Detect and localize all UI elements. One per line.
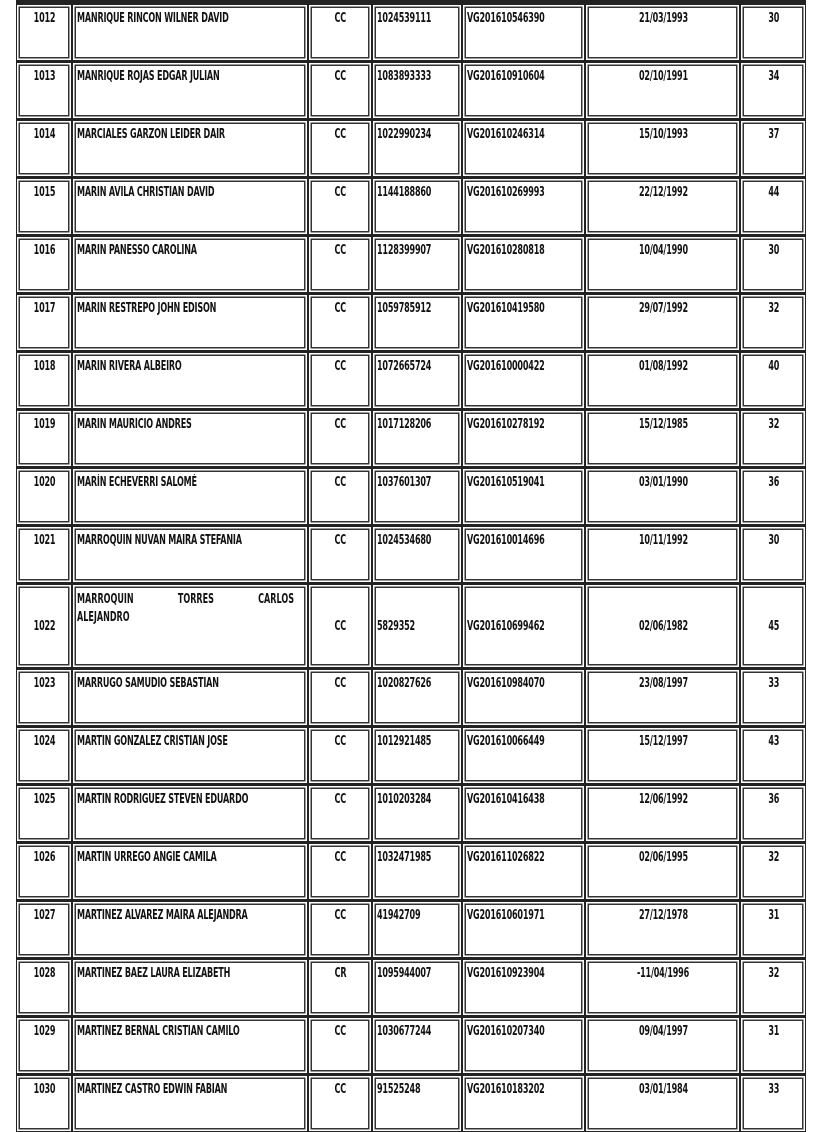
row-number-cell bbox=[16, 900, 72, 958]
document-number: 1095944007 bbox=[377, 966, 432, 981]
score: 32 bbox=[768, 966, 779, 981]
candidate-name: MARÍN ECHEVERRI SALOMÉ bbox=[77, 475, 197, 490]
score: 30 bbox=[768, 533, 779, 548]
score: 33 bbox=[768, 1082, 779, 1097]
table-row bbox=[16, 1074, 806, 1132]
registration-code-cell bbox=[462, 1074, 585, 1132]
registration-code-cell bbox=[462, 525, 585, 583]
document-type: CC bbox=[334, 417, 347, 432]
registration-code-cell bbox=[462, 235, 585, 293]
birth-date: 29/07/1992 bbox=[638, 301, 688, 316]
birth-date-cell bbox=[585, 1016, 740, 1074]
row-number: 1023 bbox=[33, 676, 56, 691]
row-number-cell bbox=[16, 958, 72, 1016]
row-number: 1012 bbox=[33, 11, 56, 26]
document-number-cell bbox=[372, 119, 462, 177]
score: 32 bbox=[768, 301, 779, 316]
candidate-name-cell bbox=[72, 235, 308, 293]
birth-date: 15/10/1993 bbox=[638, 127, 688, 142]
document-type: CC bbox=[334, 1082, 347, 1097]
document-number: 1024539111 bbox=[377, 11, 432, 26]
results-table-page bbox=[16, 0, 806, 1132]
score-cell bbox=[740, 1074, 806, 1132]
birth-date: 02/10/1991 bbox=[638, 69, 688, 84]
birth-date-cell bbox=[585, 958, 740, 1016]
document-number: 1128399907 bbox=[377, 243, 432, 258]
score-cell bbox=[740, 235, 806, 293]
candidate-name: MARTINEZ ALVAREZ MAIRA ALEJANDRA bbox=[77, 908, 248, 923]
row-number-cell bbox=[16, 467, 72, 525]
document-number: 5829352 bbox=[377, 618, 415, 634]
document-type: CC bbox=[334, 792, 347, 807]
document-type-cell bbox=[308, 61, 372, 119]
row-number: 1028 bbox=[33, 966, 56, 981]
score: 36 bbox=[768, 792, 779, 807]
document-type: CC bbox=[334, 618, 347, 634]
registration-code: VG201610246314 bbox=[467, 127, 545, 142]
table-row bbox=[16, 235, 806, 293]
table-row bbox=[16, 900, 806, 958]
row-number: 1027 bbox=[33, 908, 56, 923]
score-cell bbox=[740, 583, 806, 668]
birth-date-cell bbox=[585, 293, 740, 351]
document-number-cell bbox=[372, 293, 462, 351]
row-number-cell bbox=[16, 784, 72, 842]
birth-date: 01/08/1992 bbox=[638, 359, 688, 374]
document-number-cell bbox=[372, 842, 462, 900]
document-type: CC bbox=[334, 11, 347, 26]
document-type: CC bbox=[334, 676, 347, 691]
candidate-name-cell bbox=[72, 1074, 308, 1132]
registration-code-cell bbox=[462, 409, 585, 467]
document-number: 1144188860 bbox=[377, 185, 432, 200]
document-type-cell bbox=[308, 293, 372, 351]
score-cell bbox=[740, 726, 806, 784]
document-type-cell bbox=[308, 726, 372, 784]
document-type-cell bbox=[308, 1074, 372, 1132]
score-cell bbox=[740, 525, 806, 583]
document-number-cell bbox=[372, 1074, 462, 1132]
registration-code: VG201610014696 bbox=[467, 533, 545, 548]
document-number-cell bbox=[372, 1016, 462, 1074]
candidate-name-cell bbox=[72, 1016, 308, 1074]
birth-date-cell bbox=[585, 467, 740, 525]
document-number-cell bbox=[372, 726, 462, 784]
document-type: CC bbox=[334, 359, 347, 374]
document-number-cell bbox=[372, 177, 462, 235]
candidate-name-cell bbox=[72, 583, 308, 668]
document-number: 1083893333 bbox=[377, 69, 432, 84]
birth-date-cell bbox=[585, 583, 740, 668]
birth-date-cell bbox=[585, 842, 740, 900]
candidate-name: MARTINEZ BAEZ LAURA ELIZABETH bbox=[77, 966, 231, 981]
score: 45 bbox=[768, 618, 779, 634]
document-type: CC bbox=[334, 850, 347, 865]
document-type: CC bbox=[334, 1024, 347, 1039]
score: 36 bbox=[768, 475, 779, 490]
birth-date: 21/03/1993 bbox=[638, 11, 688, 26]
birth-date: 23/08/1997 bbox=[638, 676, 688, 691]
row-number: 1025 bbox=[33, 792, 56, 807]
registration-code: VG201610601971 bbox=[467, 908, 545, 923]
row-number: 1016 bbox=[33, 243, 56, 258]
registration-code-cell bbox=[462, 61, 585, 119]
document-number-cell bbox=[372, 3, 462, 61]
document-number: 1020827626 bbox=[377, 676, 432, 691]
table-row bbox=[16, 525, 806, 583]
candidate-name-line: ALEJANDRO bbox=[77, 610, 130, 625]
table-row bbox=[16, 61, 806, 119]
score-cell bbox=[740, 784, 806, 842]
score-cell bbox=[740, 668, 806, 726]
candidate-name-line: MARROQUIN TORRES CARLOS bbox=[77, 592, 294, 607]
document-type: CC bbox=[334, 475, 347, 490]
candidate-name-cell bbox=[72, 61, 308, 119]
document-type: CC bbox=[334, 127, 347, 142]
candidate-name: MARIN RESTREPO JOHN EDISON bbox=[77, 301, 217, 316]
document-type-cell bbox=[308, 467, 372, 525]
table-row bbox=[16, 668, 806, 726]
score: 32 bbox=[768, 850, 779, 865]
document-number: 1072665724 bbox=[377, 359, 432, 374]
candidate-name-cell bbox=[72, 726, 308, 784]
candidate-name: MARTIN RODRIGUEZ STEVEN EDUARDO bbox=[77, 792, 249, 807]
row-number-cell bbox=[16, 726, 72, 784]
candidate-name-cell bbox=[72, 900, 308, 958]
document-type-cell bbox=[308, 235, 372, 293]
score-cell bbox=[740, 3, 806, 61]
score: 40 bbox=[768, 359, 779, 374]
birth-date-cell bbox=[585, 61, 740, 119]
row-number: 1026 bbox=[33, 850, 56, 865]
document-number: 1010203284 bbox=[377, 792, 432, 807]
document-number: 1024534680 bbox=[377, 533, 432, 548]
document-number-cell bbox=[372, 351, 462, 409]
document-type: CC bbox=[334, 185, 347, 200]
registration-code-cell bbox=[462, 3, 585, 61]
birth-date: 02/06/1995 bbox=[638, 850, 688, 865]
document-number-cell bbox=[372, 784, 462, 842]
registration-code-cell bbox=[462, 119, 585, 177]
birth-date-cell bbox=[585, 525, 740, 583]
row-number-cell bbox=[16, 61, 72, 119]
document-number: 1017128206 bbox=[377, 417, 432, 432]
table-row bbox=[16, 1016, 806, 1074]
document-type-cell bbox=[308, 784, 372, 842]
table-row bbox=[16, 119, 806, 177]
row-number-cell bbox=[16, 235, 72, 293]
score: 44 bbox=[768, 185, 779, 200]
row-number: 1021 bbox=[33, 533, 56, 548]
document-number-cell bbox=[372, 958, 462, 1016]
score-cell bbox=[740, 900, 806, 958]
score-cell bbox=[740, 958, 806, 1016]
row-number: 1024 bbox=[33, 734, 56, 749]
document-type-cell bbox=[308, 583, 372, 668]
row-number: 1017 bbox=[33, 301, 56, 316]
score: 43 bbox=[768, 734, 779, 749]
registration-code: VG201610416438 bbox=[467, 792, 545, 807]
score-cell bbox=[740, 351, 806, 409]
candidate-name-cell bbox=[72, 525, 308, 583]
registration-code: VG201610269993 bbox=[467, 185, 545, 200]
birth-date: 22/12/1992 bbox=[638, 185, 688, 200]
document-type-cell bbox=[308, 119, 372, 177]
registration-code-cell bbox=[462, 842, 585, 900]
registration-code: VG201610278192 bbox=[467, 417, 545, 432]
candidate-name-cell bbox=[72, 842, 308, 900]
document-type: CC bbox=[334, 533, 347, 548]
document-number: 1037601307 bbox=[377, 475, 432, 490]
row-number-cell bbox=[16, 668, 72, 726]
score: 31 bbox=[768, 1024, 779, 1039]
document-number-cell bbox=[372, 61, 462, 119]
document-number-cell bbox=[372, 409, 462, 467]
candidate-name: MARIN AVILA CHRISTIAN DAVID bbox=[77, 185, 215, 200]
candidate-name: MANRIQUE ROJAS EDGAR JULIAN bbox=[77, 69, 220, 84]
registration-code-cell bbox=[462, 726, 585, 784]
table-row bbox=[16, 3, 806, 61]
birth-date: 03/01/1990 bbox=[638, 475, 688, 490]
birth-date: 03/01/1984 bbox=[638, 1082, 688, 1097]
table-row bbox=[16, 842, 806, 900]
birth-date-cell bbox=[585, 177, 740, 235]
row-number: 1019 bbox=[33, 417, 56, 432]
candidate-name-cell bbox=[72, 668, 308, 726]
document-type-cell bbox=[308, 351, 372, 409]
registration-code-cell bbox=[462, 293, 585, 351]
score: 32 bbox=[768, 417, 779, 432]
score-cell bbox=[740, 61, 806, 119]
score-cell bbox=[740, 1016, 806, 1074]
candidate-name-cell bbox=[72, 351, 308, 409]
candidate-name: MARIN RIVERA ALBEIRO bbox=[77, 359, 182, 374]
birth-date-cell bbox=[585, 1074, 740, 1132]
registration-code-cell bbox=[462, 467, 585, 525]
registration-code-cell bbox=[462, 668, 585, 726]
score: 31 bbox=[768, 908, 779, 923]
birth-date: 10/11/1992 bbox=[638, 533, 688, 548]
registration-code-cell bbox=[462, 784, 585, 842]
candidate-name-cell bbox=[72, 958, 308, 1016]
registration-code: VG201611026822 bbox=[467, 850, 545, 865]
birth-date-cell bbox=[585, 235, 740, 293]
birth-date: 02/06/1982 bbox=[638, 618, 688, 634]
table-row bbox=[16, 351, 806, 409]
document-number: 1030677244 bbox=[377, 1024, 432, 1039]
birth-date-cell bbox=[585, 668, 740, 726]
document-number-cell bbox=[372, 900, 462, 958]
candidate-name: MARTIN GONZALEZ CRISTIAN JOSE bbox=[77, 734, 228, 749]
registration-code-cell bbox=[462, 351, 585, 409]
birth-date: 15/12/1985 bbox=[638, 417, 688, 432]
birth-date-cell bbox=[585, 900, 740, 958]
score: 30 bbox=[768, 11, 779, 26]
table-row bbox=[16, 583, 806, 668]
birth-date-cell bbox=[585, 726, 740, 784]
candidate-name: MARTIN URREGO ANGIE CAMILA bbox=[77, 850, 217, 865]
registration-code: VG201610699462 bbox=[467, 618, 545, 634]
document-type-cell bbox=[308, 842, 372, 900]
document-number: 41942709 bbox=[377, 908, 421, 923]
score: 30 bbox=[768, 243, 779, 258]
row-number-cell bbox=[16, 3, 72, 61]
document-type: CR bbox=[334, 966, 347, 981]
registration-code: VG201610000422 bbox=[467, 359, 545, 374]
candidate-name: MARCIALES GARZON LEIDER DAIR bbox=[77, 127, 225, 142]
document-number-cell bbox=[372, 467, 462, 525]
document-type-cell bbox=[308, 525, 372, 583]
score-cell bbox=[740, 119, 806, 177]
table-row bbox=[16, 784, 806, 842]
document-type-cell bbox=[308, 958, 372, 1016]
registration-code: VG201610984070 bbox=[467, 676, 545, 691]
candidate-name: MANRIQUE RINCON WILNER DAVID bbox=[77, 11, 229, 26]
table-row bbox=[16, 958, 806, 1016]
document-number: 1032471985 bbox=[377, 850, 432, 865]
document-type-cell bbox=[308, 900, 372, 958]
document-number: 91525248 bbox=[377, 1082, 421, 1097]
row-number: 1022 bbox=[33, 618, 56, 634]
candidate-name-cell bbox=[72, 177, 308, 235]
row-number-cell bbox=[16, 351, 72, 409]
row-number-cell bbox=[16, 119, 72, 177]
table-row bbox=[16, 726, 806, 784]
document-type-cell bbox=[308, 3, 372, 61]
score-cell bbox=[740, 842, 806, 900]
registration-code-cell bbox=[462, 900, 585, 958]
registration-code-cell bbox=[462, 958, 585, 1016]
row-number-cell bbox=[16, 1016, 72, 1074]
row-number: 1030 bbox=[33, 1082, 56, 1097]
registration-code: VG201610910604 bbox=[467, 69, 545, 84]
birth-date-cell bbox=[585, 784, 740, 842]
registration-code: VG201610207340 bbox=[467, 1024, 545, 1039]
candidate-name-cell bbox=[72, 409, 308, 467]
registration-code: VG201610923904 bbox=[467, 966, 545, 981]
candidate-name-cell bbox=[72, 467, 308, 525]
score: 37 bbox=[768, 127, 779, 142]
registration-code: VG201610280818 bbox=[467, 243, 545, 258]
score-cell bbox=[740, 409, 806, 467]
registration-code: VG201610419580 bbox=[467, 301, 545, 316]
candidate-name-cell bbox=[72, 784, 308, 842]
document-number-cell bbox=[372, 525, 462, 583]
registration-code: VG201610183202 bbox=[467, 1082, 545, 1097]
score: 33 bbox=[768, 676, 779, 691]
row-number: 1020 bbox=[33, 475, 56, 490]
candidate-name-cell bbox=[72, 293, 308, 351]
birth-date-cell bbox=[585, 409, 740, 467]
candidate-name: MARIN MAURICIO ANDRES bbox=[77, 417, 192, 432]
document-type-cell bbox=[308, 177, 372, 235]
candidate-name: MARTINEZ CASTRO EDWIN FABIAN bbox=[77, 1082, 228, 1097]
row-number: 1014 bbox=[33, 127, 56, 142]
document-type: CC bbox=[334, 69, 347, 84]
candidate-name: MARROQUIN NUVAN MAIRA STEFANIA bbox=[77, 533, 242, 548]
candidate-name: MARRUGO SAMUDIO SEBASTIAN bbox=[77, 676, 219, 691]
row-number: 1015 bbox=[33, 185, 56, 200]
birth-date-cell bbox=[585, 351, 740, 409]
row-number-cell bbox=[16, 1074, 72, 1132]
document-type: CC bbox=[334, 243, 347, 258]
candidate-name: MARTINEZ BERNAL CRISTIAN CAMILO bbox=[77, 1024, 240, 1039]
document-number: 1012921485 bbox=[377, 734, 432, 749]
birth-date: 10/04/1990 bbox=[638, 243, 688, 258]
birth-date-cell bbox=[585, 119, 740, 177]
document-type: CC bbox=[334, 301, 347, 316]
score-cell bbox=[740, 293, 806, 351]
score-cell bbox=[740, 467, 806, 525]
row-number-cell bbox=[16, 525, 72, 583]
candidate-name-cell bbox=[72, 3, 308, 61]
birth-date: 12/06/1992 bbox=[638, 792, 688, 807]
table-row bbox=[16, 293, 806, 351]
document-type-cell bbox=[308, 668, 372, 726]
registration-code: VG201610546390 bbox=[467, 11, 545, 26]
table-row bbox=[16, 467, 806, 525]
table-row bbox=[16, 409, 806, 467]
birth-date-cell bbox=[585, 3, 740, 61]
registration-code-cell bbox=[462, 1016, 585, 1074]
row-number-cell bbox=[16, 293, 72, 351]
row-number-cell bbox=[16, 177, 72, 235]
birth-date: -11/04/1996 bbox=[636, 966, 690, 981]
table-row bbox=[16, 177, 806, 235]
registration-code: VG201610519041 bbox=[467, 475, 545, 490]
document-type: CC bbox=[334, 908, 347, 923]
document-type-cell bbox=[308, 1016, 372, 1074]
score-cell bbox=[740, 177, 806, 235]
row-number-cell bbox=[16, 842, 72, 900]
document-number: 1022990234 bbox=[377, 127, 432, 142]
row-number-cell bbox=[16, 409, 72, 467]
document-type-cell bbox=[308, 409, 372, 467]
birth-date: 27/12/1978 bbox=[638, 908, 688, 923]
birth-date: 15/12/1997 bbox=[638, 734, 688, 749]
birth-date: 09/04/1997 bbox=[638, 1024, 688, 1039]
document-number-cell bbox=[372, 583, 462, 668]
row-number: 1013 bbox=[33, 69, 56, 84]
document-number-cell bbox=[372, 668, 462, 726]
candidate-name-cell bbox=[72, 119, 308, 177]
registration-code-cell bbox=[462, 583, 585, 668]
document-number: 1059785912 bbox=[377, 301, 432, 316]
candidate-name: MARIN PANESSO CAROLINA bbox=[77, 243, 197, 258]
document-number-cell bbox=[372, 235, 462, 293]
row-number: 1029 bbox=[33, 1024, 56, 1039]
score: 34 bbox=[768, 69, 779, 84]
row-number: 1018 bbox=[33, 359, 56, 374]
registration-code: VG201610066449 bbox=[467, 734, 545, 749]
registration-code-cell bbox=[462, 177, 585, 235]
results-table bbox=[16, 3, 806, 1132]
row-number-cell bbox=[16, 583, 72, 668]
document-type: CC bbox=[334, 734, 347, 749]
